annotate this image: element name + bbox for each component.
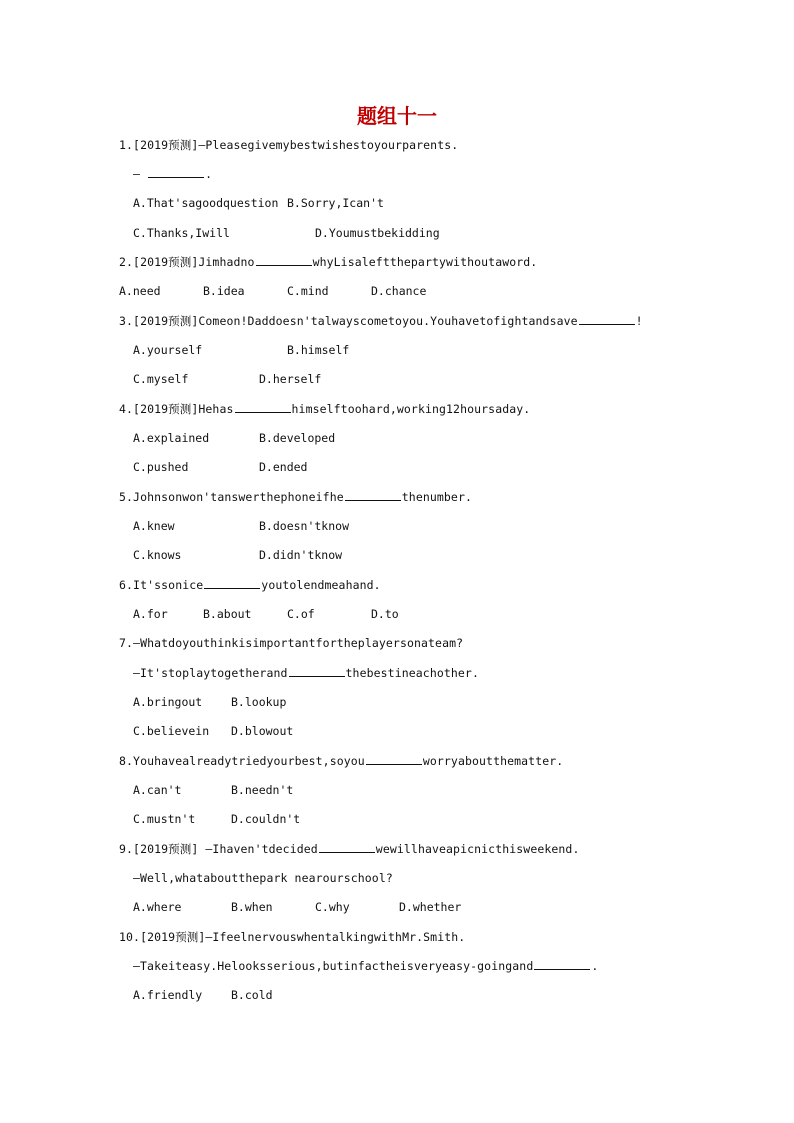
- option-c: C.mind: [287, 284, 329, 298]
- option-d: D.herself: [259, 372, 322, 386]
- option-a: A.for: [133, 607, 168, 621]
- option-a: A.bringout: [133, 695, 203, 709]
- option-a: A.can't: [133, 783, 182, 797]
- question-7: 7.—Whatdoyouthinkisimportantfortheplayersonateam?: [119, 636, 464, 650]
- option-b: B.developed: [259, 431, 336, 445]
- option-a: A.friendly: [133, 988, 203, 1002]
- option-a: A.where: [133, 900, 182, 914]
- option-b: B.about: [203, 607, 252, 621]
- option-c: C.mustn't: [133, 812, 196, 826]
- option-c: C.pushed: [133, 460, 189, 474]
- option-a: A.explained: [133, 431, 210, 445]
- question-10-reply: —Takeiteasy.Helooksserious,butinfactheisveryeasy-goingand .: [133, 959, 599, 973]
- option-b: B.doesn'tknow: [259, 519, 350, 533]
- answer-blank[interactable]: [534, 959, 590, 970]
- question-9: 9.[2019预测] —Ihaven'tdecided wewillhaveapicnicthisweekend.: [119, 842, 580, 856]
- option-c: C.believein: [133, 724, 210, 738]
- option-b: B.cold: [231, 988, 273, 1002]
- question-1: 1.[2019预测]—Pleasegivemybestwishestoyourparents.: [119, 138, 459, 152]
- option-a: A.need: [119, 284, 161, 298]
- question-8: 8.Youhavealreadytriedyourbest,soyou worryaboutthematter.: [119, 754, 564, 768]
- option-b: B.needn't: [231, 783, 294, 797]
- question-9-reply: —Well,whataboutthepark nearourschool?: [133, 871, 393, 885]
- option-c: C.why: [315, 900, 350, 914]
- answer-blank[interactable]: [319, 842, 375, 853]
- option-d: D.didn'tknow: [259, 548, 343, 562]
- option-d: D.to: [371, 607, 399, 621]
- answer-blank[interactable]: [204, 578, 260, 589]
- question-6: 6.It'ssonice youtolendmeahand.: [119, 578, 381, 592]
- answer-blank[interactable]: [366, 754, 422, 765]
- option-d: D.blowout: [231, 724, 294, 738]
- option-d: D.whether: [399, 900, 462, 914]
- answer-blank[interactable]: [148, 167, 204, 178]
- option-a: A.knew: [133, 519, 175, 533]
- question-4: 4.[2019预测]Hehas himselftoohard,working12hoursaday.: [119, 402, 531, 416]
- answer-blank[interactable]: [579, 314, 635, 325]
- option-c: C.myself: [133, 372, 189, 386]
- option-d: D.Youmustbekidding: [315, 226, 440, 240]
- question-1-reply: — .: [133, 167, 213, 181]
- option-b: B.when: [231, 900, 273, 914]
- option-d: D.couldn't: [231, 812, 301, 826]
- page-title: 题组十一: [357, 104, 437, 128]
- option-b: B.Sorry,Ican't: [287, 196, 384, 210]
- option-c: C.Thanks,Iwill: [133, 226, 230, 240]
- answer-blank[interactable]: [235, 402, 291, 413]
- question-3: 3.[2019预测]Comeon!Daddoesn'talwayscometoyou.Youhavetofightandsave !: [119, 314, 643, 328]
- answer-blank[interactable]: [256, 255, 312, 266]
- option-b: B.himself: [287, 343, 350, 357]
- question-7-reply: —It'stoplaytogetherand thebestineachother.: [133, 666, 479, 680]
- option-d: D.ended: [259, 460, 308, 474]
- question-2: 2.[2019预测]Jimhadno whyLisaleftthepartywithoutaword.: [119, 255, 538, 269]
- option-b: B.idea: [203, 284, 245, 298]
- option-d: D.chance: [371, 284, 427, 298]
- option-b: B.lookup: [231, 695, 287, 709]
- option-c: C.of: [287, 607, 315, 621]
- answer-blank[interactable]: [289, 666, 345, 677]
- option-a: A.yourself: [133, 343, 203, 357]
- question-5: 5.Johnsonwon'tanswerthephoneifhe thenumber.: [119, 490, 473, 504]
- answer-blank[interactable]: [345, 490, 401, 501]
- option-a: A.That'sagoodquestion: [133, 196, 279, 210]
- option-c: C.knows: [133, 548, 182, 562]
- question-10: 10.[2019预测]—IfeelnervouswhentalkingwithMr.Smith.: [119, 930, 466, 944]
